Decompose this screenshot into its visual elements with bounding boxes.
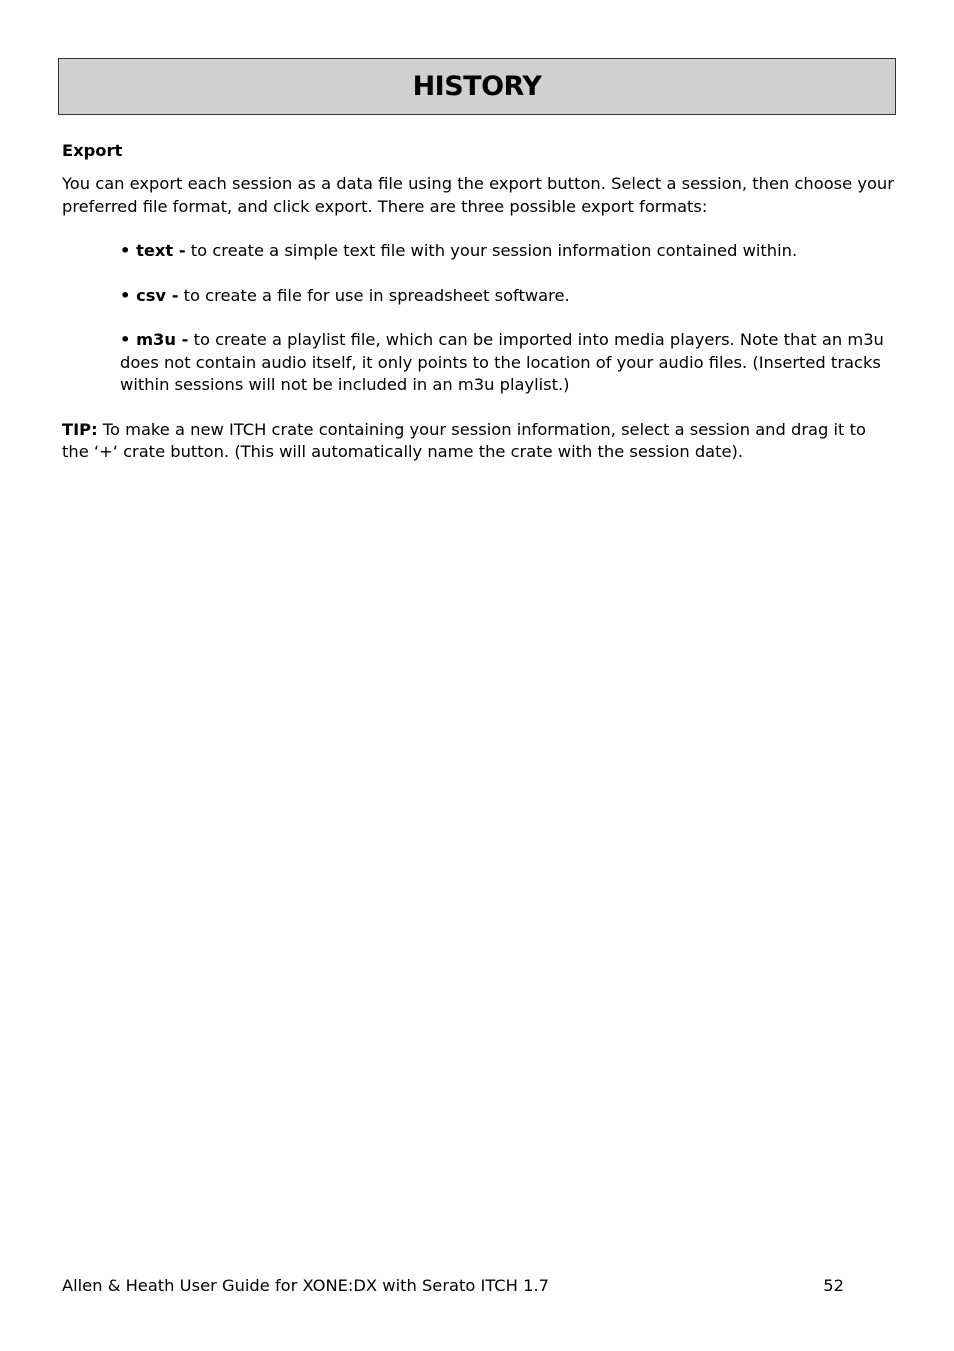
- intro-paragraph: You can export each session as a data file using the export button. Select a session, then choose your preferred file format, and click export. There are three possible export formats:: [62, 174, 894, 216]
- tip-paragraph: [62, 419, 894, 464]
- bullet-description: to create a simple text file with your session information contained within.: [185, 241, 798, 260]
- bullet-term: • text -: [120, 241, 186, 260]
- main-content: [62, 140, 894, 464]
- section-heading: Export: [62, 141, 123, 160]
- bullet-term: • m3u -: [120, 330, 189, 349]
- bullet-text-format: [120, 240, 894, 263]
- page-title: HISTORY: [412, 71, 542, 102]
- bullet-csv-format: [120, 285, 894, 308]
- bullet-description: to create a playlist file, which can be imported into media players. Note that an m3u does not contain audio itself, it only points to the location of your audio files. (Inserted tracks within sessions will not be included in an m3u playlist.): [120, 330, 884, 394]
- tip-text: To make a new ITCH crate containing your session information, select a session and drag it to the ‘+‘ crate button. (This will automatically name the crate with the session date).: [62, 419, 866, 461]
- page-number: 52: [823, 1276, 844, 1295]
- page-header-banner: [58, 58, 896, 115]
- page-footer: [62, 1276, 844, 1295]
- bullet-description: to create a file for use in spreadsheet software.: [178, 285, 570, 305]
- tip-label: TIP:: [62, 419, 98, 439]
- bullet-m3u-format: [120, 329, 894, 397]
- bullet-term: • csv -: [120, 285, 179, 305]
- footer-guide-title: Allen & Heath User Guide for XONE:DX with Serato ITCH 1.7: [62, 1276, 549, 1295]
